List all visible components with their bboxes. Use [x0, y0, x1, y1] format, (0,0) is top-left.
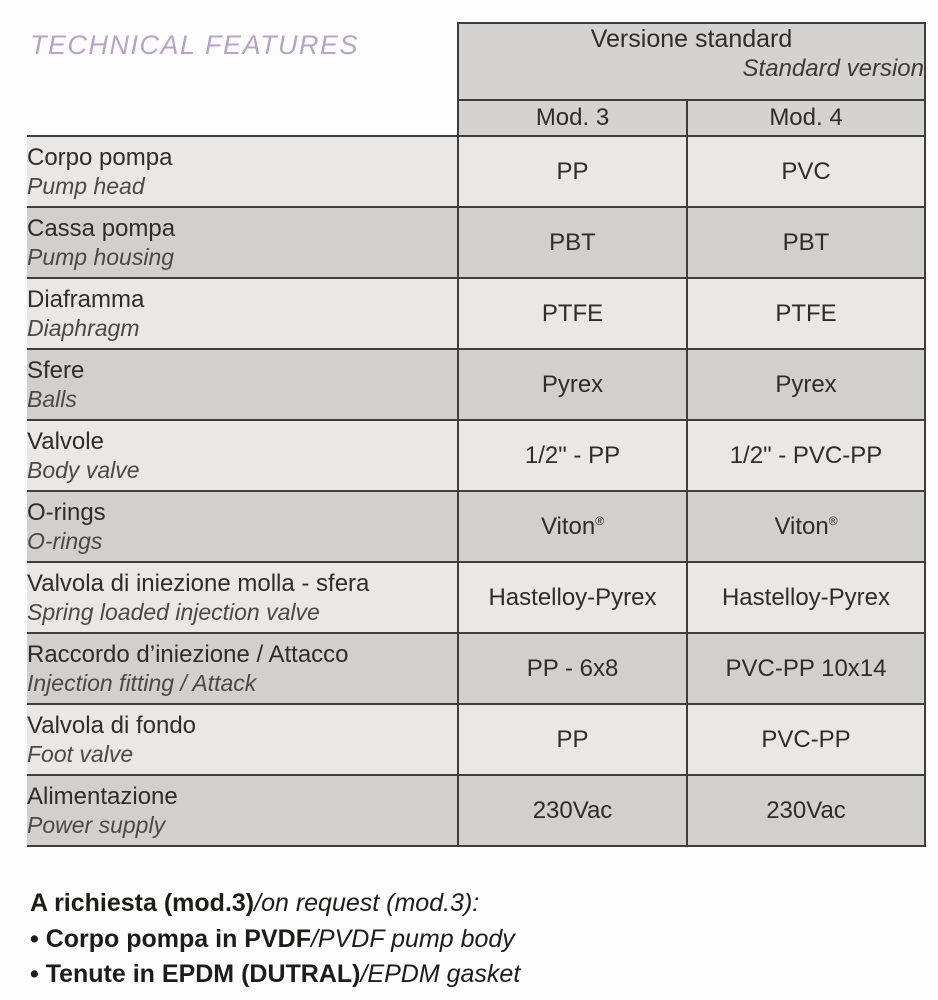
- row-value-mod4: PTFE: [687, 278, 925, 349]
- note-bold-text: • Tenute in EPDM (DUTRAL): [30, 960, 361, 988]
- table-row: [27, 207, 925, 278]
- row-label-italian: Corpo pompa: [27, 144, 173, 172]
- row-value-mod4: PVC: [687, 136, 925, 207]
- row-label-italian: Diaframma: [27, 286, 145, 314]
- header-spacer: [27, 23, 458, 136]
- row-label-cell: [27, 562, 458, 633]
- column-header-mod3: Mod. 3: [458, 100, 687, 136]
- header-title-it: Versione standard: [590, 25, 793, 53]
- row-value-mod4: 230Vac: [687, 775, 925, 846]
- row-value-mod4: PVC-PP: [687, 704, 925, 775]
- row-value-mod3: 1/2" - PP: [458, 420, 687, 491]
- column-header-mod4: Mod. 4: [687, 100, 925, 136]
- row-value-mod3: PP: [458, 136, 687, 207]
- row-value-mod3: Pyrex: [458, 349, 687, 420]
- row-value-mod3: Viton®: [458, 491, 687, 562]
- row-value-mod4: PVC-PP 10x14: [687, 633, 925, 704]
- table-row: [27, 278, 925, 349]
- row-label-english: Foot valve: [27, 741, 134, 768]
- header-band: [458, 23, 925, 100]
- table-row: [27, 704, 925, 775]
- row-label-cell: [27, 491, 458, 562]
- technical-features-table-wrap: [27, 22, 926, 847]
- row-label-italian: O-rings: [27, 499, 106, 527]
- row-label-english: Balls: [27, 386, 77, 413]
- row-label-english: Pump head: [27, 173, 145, 200]
- note-italic-text: /EPDM gasket: [360, 960, 521, 988]
- table-row: [27, 420, 925, 491]
- table-row: [27, 136, 925, 207]
- row-label-english: Pump housing: [27, 244, 175, 271]
- row-label-cell: [27, 207, 458, 278]
- header-title-en: Standard version: [742, 55, 924, 83]
- row-label-italian: Valvola di iniezione molla - sfera: [27, 570, 370, 598]
- row-label-english: Body valve: [27, 457, 140, 484]
- table-row: [27, 491, 925, 562]
- row-value-mod3: PBT: [458, 207, 687, 278]
- table-row: [27, 349, 925, 420]
- row-value-mod3: PTFE: [458, 278, 687, 349]
- row-label-english: O-rings: [27, 528, 103, 555]
- row-label-english: Power supply: [27, 812, 166, 839]
- note-bold-text: • Corpo pompa in PVDF: [30, 924, 311, 953]
- row-label-english: Spring loaded injection valve: [27, 599, 320, 626]
- row-label-italian: Valvola di fondo: [27, 712, 197, 740]
- row-value-mod4: 1/2" - PVC-PP: [687, 420, 925, 491]
- row-label-cell: [27, 775, 458, 846]
- row-label-italian: Valvole: [27, 428, 104, 456]
- technical-features-table: [27, 22, 926, 847]
- table-body: [27, 23, 925, 846]
- row-value-mod4: Viton®: [687, 491, 925, 562]
- note-italic-text: /on request (mod.3):: [254, 889, 480, 917]
- row-label-english: Injection fitting / Attack: [27, 670, 257, 697]
- row-value-mod3: PP - 6x8: [458, 633, 687, 704]
- row-label-cell: [27, 420, 458, 491]
- row-label-italian: Sfere: [27, 357, 85, 385]
- note-line-pvdf: [30, 922, 520, 958]
- notes-block: [30, 886, 520, 993]
- row-label-italian: Raccordo d’iniezione / Attacco: [27, 641, 349, 669]
- note-line-epdm: [30, 957, 520, 993]
- row-label-cell: [27, 704, 458, 775]
- note-line-on-request: [30, 886, 520, 922]
- row-label-italian: Cassa pompa: [27, 215, 176, 243]
- row-value-mod3: Hastelloy-Pyrex: [458, 562, 687, 633]
- row-value-mod4: Pyrex: [687, 349, 925, 420]
- row-label-cell: [27, 633, 458, 704]
- page-title: TECHNICAL FEATURES: [30, 30, 360, 60]
- row-label-italian: Alimentazione: [27, 783, 178, 811]
- note-italic-text: /PVDF pump body: [310, 924, 515, 953]
- row-label-cell: [27, 136, 458, 207]
- table-row: [27, 633, 925, 704]
- table-row: [27, 562, 925, 633]
- table-row: [27, 775, 925, 846]
- row-value-mod4: PBT: [687, 207, 925, 278]
- row-value-mod3: 230Vac: [458, 775, 687, 846]
- row-label-cell: [27, 278, 458, 349]
- note-bold-text: A richiesta (mod.3): [30, 889, 255, 917]
- row-value-mod3: PP: [458, 704, 687, 775]
- table-header-band-row: [27, 23, 925, 100]
- row-label-cell: [27, 349, 458, 420]
- row-value-mod4: Hastelloy-Pyrex: [687, 562, 925, 633]
- row-label-english: Diaphragm: [27, 315, 140, 342]
